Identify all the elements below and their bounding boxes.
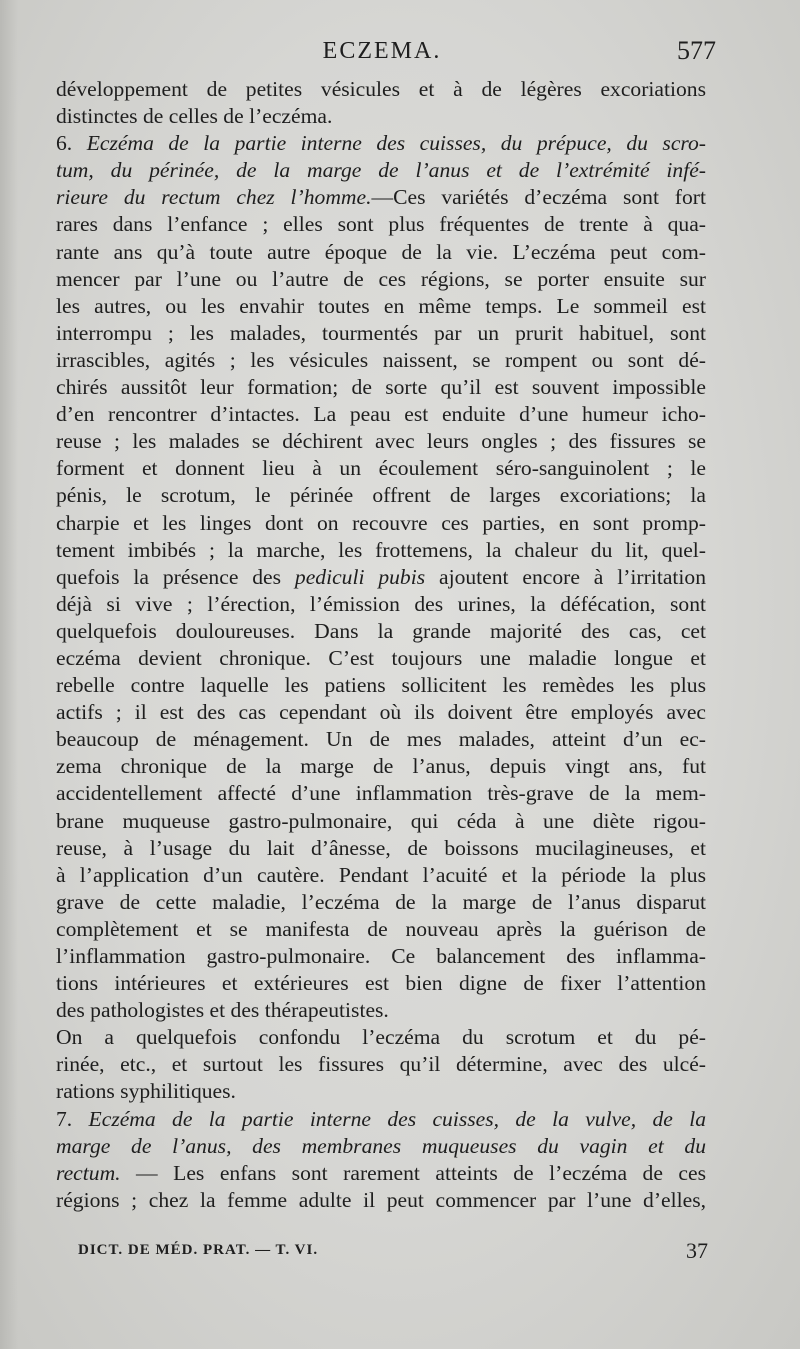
- line-text: régions ; chez la femme adulte il peut commencer par l’une d’elles,: [56, 1187, 706, 1212]
- printer-signature: DICT. DE MÉD. PRAT. — T. VI.: [78, 1242, 319, 1258]
- text-line: [56, 266, 706, 293]
- line-suffix: —Ces variétés d’eczéma sont fort: [371, 185, 706, 210]
- line-text: irrascibles, agités ; les vésicules naissent, se rompent ou sont dé-: [56, 347, 706, 372]
- text-line: [56, 591, 706, 618]
- text-line: [56, 1106, 706, 1133]
- text-line: [56, 537, 706, 564]
- text-line: [56, 76, 706, 103]
- page-footer: [78, 1238, 708, 1268]
- line-suffix: ajoutent encore à l’irritation: [425, 564, 706, 589]
- line-text: reuse, à l’usage du lait d’ânesse, de boissons mucilagineuses, et: [56, 835, 706, 860]
- text-line: [56, 103, 706, 130]
- line-text: zema chronique de la marge de l’anus, depuis vingt ans, fut: [56, 754, 706, 779]
- line-prefix: 6.: [56, 131, 87, 156]
- text-line: [56, 835, 706, 862]
- text-line: [56, 808, 706, 835]
- text-line: [56, 1024, 706, 1051]
- text-line: [56, 482, 706, 509]
- text-line: [56, 401, 706, 428]
- line-text: reuse ; les malades se déchirent avec leurs ongles ; des fissures se: [56, 429, 706, 454]
- text-line: [56, 943, 706, 970]
- body-text: [56, 76, 706, 1214]
- running-title: ECZEMA.: [322, 38, 442, 64]
- line-italic-text: Eczéma de la partie interne des cuisses, du prépuce, du scro-: [86, 131, 706, 156]
- text-line: [56, 130, 706, 157]
- line-text: grave de cette maladie, l’eczéma de la marge de l’anus disparut: [56, 889, 706, 914]
- signature-number: 37: [686, 1238, 708, 1263]
- line-text: accidentellement affecté d’une inflammation très-grave de la mem-: [56, 781, 706, 806]
- text-line: [56, 618, 706, 645]
- text-line: [56, 239, 706, 266]
- line-text: rebelle contre laquelle les patiens sollicitent les remèdes les plus: [56, 673, 706, 698]
- text-line: [56, 157, 706, 184]
- line-text: On a quelquefois confondu l’eczéma du scrotum et du pé-: [56, 1025, 706, 1050]
- line-text: l’inflammation gastro-pulmonaire. Ce balancement des inflamma-: [56, 944, 706, 968]
- text-line: [56, 1078, 706, 1105]
- line-text: interrompu ; les malades, tourmentés par un prurit habituel, sont: [56, 320, 706, 345]
- text-line: [56, 699, 706, 726]
- line-text: tions intérieures et extérieures est bien digne de fixer l’attention: [56, 971, 706, 996]
- line-italic-text: rieure du rectum chez l’homme.: [56, 185, 372, 210]
- text-line: [56, 374, 706, 401]
- text-line: [56, 1160, 706, 1187]
- line-text: distinctes de celles de l’eczéma.: [56, 104, 333, 129]
- text-line: [56, 347, 706, 374]
- text-line: [56, 916, 706, 943]
- text-line: [56, 564, 706, 591]
- line-text: déjà si vive ; l’érection, l’émission des urines, la défécation, sont: [56, 591, 706, 616]
- line-text: mencer par l’une ou l’autre de ces régions, se porter ensuite sur: [56, 266, 706, 291]
- line-text: pénis, le scrotum, le périnée offrent de larges excoriations; la: [56, 483, 706, 508]
- text-line: [56, 672, 706, 699]
- text-line: [56, 428, 706, 455]
- text-line: [56, 970, 706, 997]
- page-number: 577: [677, 36, 716, 65]
- line-text: tement imbibés ; la marche, les frottemens, la chaleur du lit, quel-: [56, 537, 706, 562]
- line-text: les autres, ou les envahir toutes en même temps. Le sommeil est: [56, 293, 706, 318]
- line-text: développement de petites vésicules et à de légères excoriations: [56, 77, 706, 101]
- text-line: [56, 211, 706, 238]
- line-text: brane muqueuse gastro-pulmonaire, qui céda à une diète rigou-: [56, 808, 706, 833]
- text-line: [56, 862, 706, 889]
- line-italic-text: rectum.: [56, 1160, 121, 1185]
- line-italic-text: marge de l’anus, des membranes muqueuses du vagin et du: [56, 1133, 706, 1158]
- text-line: [56, 1051, 706, 1078]
- text-line: [56, 320, 706, 347]
- text-line: [56, 997, 706, 1024]
- line-text: forment et donnent lieu à un écoulement séro-sanguinolent ; le: [56, 456, 706, 481]
- line-text: actifs ; il est des cas cependant où ils doivent être employés avec: [56, 700, 706, 725]
- running-head: [56, 36, 716, 70]
- line-text: rinée, etc., et surtout les fissures qu’il détermine, avec des ulcé-: [56, 1052, 706, 1077]
- line-text: rares dans l’enfance ; elles sont plus fréquentes de trente à qua-: [56, 212, 706, 237]
- line-text: eczéma devient chronique. C’est toujours une maladie longue et: [56, 645, 706, 670]
- line-prefix: 7.: [56, 1106, 89, 1131]
- line-text: rante ans qu’à toute autre époque de la vie. L’eczéma peut com-: [56, 239, 706, 264]
- text-line: [56, 510, 706, 537]
- line-text: d’en rencontrer d’intactes. La peau est enduite d’une humeur icho-: [56, 402, 706, 427]
- line-prefix: quefois la présence des: [56, 564, 295, 589]
- text-line: [56, 889, 706, 916]
- text-line: [56, 1187, 706, 1214]
- line-text: charpie et les linges dont on recouvre ces parties, en sont promp-: [56, 510, 706, 535]
- text-line: [56, 293, 706, 320]
- line-italic-text: pediculi pubis: [294, 564, 426, 589]
- line-text: complètement et se manifesta de nouveau après la guérison de: [56, 916, 706, 941]
- text-line: [56, 645, 706, 672]
- line-italic-text: tum, du périnée, de la marge de l’anus et de l’extrémité infé-: [56, 158, 706, 183]
- line-text: beaucoup de ménagement. Un de mes malades, atteint d’un ec-: [56, 727, 706, 752]
- line-text: chirés aussitôt leur formation; de sorte qu’il est souvent impossible: [56, 375, 706, 400]
- line-suffix: — Les enfans sont rarement atteints de l’eczéma de ces: [120, 1160, 706, 1185]
- text-line: [56, 726, 706, 753]
- text-line: [56, 455, 706, 482]
- line-text: quelquefois douloureuses. Dans la grande majorité des cas, cet: [56, 618, 706, 643]
- line-text: à l’application d’un cautère. Pendant l’acuité et la période la plus: [56, 862, 706, 887]
- text-line: [56, 1133, 706, 1160]
- line-italic-text: Eczéma de la partie interne des cuisses, de la vulve, de la: [88, 1106, 706, 1131]
- line-text: rations syphilitiques.: [56, 1079, 236, 1104]
- text-line: [56, 184, 706, 211]
- line-text: des pathologistes et des thérapeutistes.: [56, 998, 389, 1023]
- text-line: [56, 753, 706, 780]
- text-line: [56, 780, 706, 807]
